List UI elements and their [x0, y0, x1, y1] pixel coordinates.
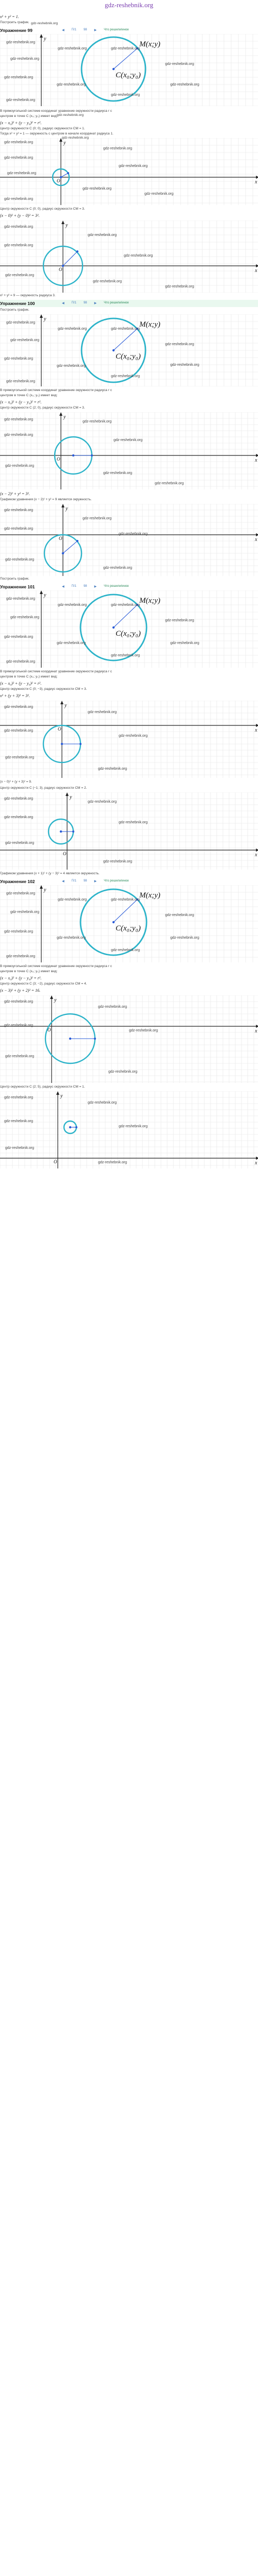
exercise-heading: Упражнение 102: [0, 879, 35, 884]
nav-solved-link[interactable]: Что решили/иное: [104, 585, 129, 588]
watermark: gdz-reshebnik.org: [57, 113, 84, 117]
watermark: gdz-reshebnik.org: [4, 76, 34, 79]
plot-svg: [0, 138, 258, 205]
watermark: gdz-reshebnik.org: [4, 357, 34, 361]
site-title[interactable]: gdz-reshebnik.org: [105, 1, 153, 9]
watermark: gdz-reshebnik.org: [10, 338, 40, 342]
radius-point: [91, 454, 93, 456]
radius-point: [76, 540, 78, 542]
watermark: gdz-reshebnik.org: [5, 756, 35, 759]
explanation-text: В прямоугольной системе координат уравнение окружности радиуса r с: [0, 109, 112, 113]
radius-point: [75, 1126, 77, 1128]
plot-circle-11: [0, 995, 258, 1083]
explanation-text: Центр окружности C (3; −2), радиус окружности CM = 4.: [0, 982, 87, 986]
watermark: gdz-reshebnik.org: [88, 710, 117, 714]
watermark: gdz-reshebnik.org: [6, 380, 36, 383]
watermark: gdz-reshebnik.org: [88, 800, 117, 804]
watermark: gdz-reshebnik.org: [10, 57, 40, 61]
radius-point: [94, 1038, 96, 1040]
nav-prev-button[interactable]: ◀: [62, 880, 64, 883]
radius-point: [72, 831, 74, 833]
nav-label[interactable]: П/1: [71, 301, 76, 304]
watermark: gdz-reshebnik.org: [4, 816, 34, 819]
y-axis-arrow-icon: [40, 885, 43, 889]
nav-label[interactable]: П/1: [71, 879, 76, 883]
watermark: gdz-reshebnik.org: [4, 433, 34, 437]
x-axis-arrow-icon: [256, 724, 258, 727]
center-label: C(x₀;y₀): [116, 71, 141, 79]
point-label: M(x;y): [139, 40, 160, 48]
watermark: gdz-reshebnik.org: [5, 558, 35, 562]
watermark: gdz-reshebnik.org: [6, 597, 36, 601]
y-axis-arrow-icon: [50, 995, 53, 999]
watermark: gdz-reshebnik.org: [57, 936, 86, 940]
plot-circle-2: [0, 138, 258, 205]
formula-line: (x − x₀)² + (y − y₀)² = r².: [0, 681, 42, 686]
nav-number[interactable]: 98: [83, 585, 87, 588]
explanation-text: центром в точке C (x₀; y₀) имеет вид:: [0, 970, 58, 973]
formula-line: x² + (y + 3)² = 3².: [0, 693, 30, 698]
plot-circle-7: [0, 590, 258, 668]
nav-label[interactable]: П/1: [71, 585, 76, 588]
watermark: gdz-reshebnik.org: [103, 471, 133, 475]
formula-line: (x − 3)² + (y + 2)² = 16.: [0, 988, 41, 993]
watermark: gdz-reshebnik.org: [6, 660, 36, 664]
watermark: gdz-reshebnik.org: [5, 274, 35, 277]
x-axis-arrow-icon: [256, 176, 258, 179]
watermark: gdz-reshebnik.org: [4, 930, 34, 934]
x-axis-label: x: [255, 852, 257, 858]
watermark: gdz-reshebnik.org: [4, 225, 34, 229]
watermark: gdz-reshebnik.org: [111, 327, 140, 331]
exercise-nav: [62, 301, 129, 305]
explanation-text: Центр окружности C (2; 0), радиус окружности CM = 3.: [0, 406, 85, 410]
watermark: gdz-reshebnik.org: [108, 1070, 138, 1074]
watermark: gdz-reshebnik.org: [83, 420, 112, 423]
watermark: gdz-reshebnik.org: [6, 41, 36, 44]
formula-line: (x − 0)² + (y − 0)² = 3².: [0, 213, 40, 218]
plot-circle-9: [0, 792, 258, 870]
x-axis-label: x: [255, 457, 257, 463]
radius-line: [114, 605, 137, 628]
plot-circle-8: [0, 701, 258, 778]
explanation-text: В прямоугольной системе координат уравнение окружности радиуса r с: [0, 964, 112, 968]
watermark: gdz-reshebnik.org: [129, 1029, 158, 1032]
watermark: gdz-reshebnik.org: [83, 187, 112, 191]
y-axis-label: y: [66, 223, 68, 228]
watermark: gdz-reshebnik.org: [58, 47, 87, 50]
x-axis-label: x: [255, 179, 257, 185]
nav-next-button[interactable]: ▶: [94, 302, 97, 305]
nav-prev-button[interactable]: ◀: [62, 29, 64, 32]
explanation-text: (x − 0)² + (y + 3)² = 9.: [0, 780, 32, 784]
watermark: gdz-reshebnik.org: [7, 172, 37, 175]
explanation-text: центром в точке C (x₀; y₀) имеет вид:: [0, 394, 58, 397]
y-axis-label: y: [66, 506, 68, 512]
watermark: gdz-reshebnik.org: [4, 141, 34, 144]
origin-label: O: [58, 726, 61, 732]
watermark: gdz-reshebnik.org: [4, 1024, 34, 1027]
watermark: gdz-reshebnik.org: [83, 517, 112, 520]
watermark: gdz-reshebnik.org: [111, 93, 140, 97]
watermark: gdz-reshebnik.org: [5, 841, 35, 845]
radius-line: [114, 900, 137, 922]
watermark: gdz-reshebnik.org: [58, 327, 87, 331]
watermark: gdz-reshebnik.org: [4, 705, 34, 709]
watermark: gdz-reshebnik.org: [111, 898, 140, 902]
watermark: gdz-reshebnik.org: [4, 797, 34, 801]
watermark: gdz-reshebnik.org: [5, 464, 35, 468]
center-label: C(x₀;y₀): [116, 352, 141, 361]
y-axis-label: y: [44, 316, 46, 322]
explanation-text: Центр окружности C (0; −3), радиус окружности CM = 3.: [0, 687, 87, 691]
watermark: gdz-reshebnik.org: [6, 892, 36, 895]
watermark: gdz-reshebnik.org: [111, 375, 140, 378]
exercise-nav: [62, 28, 129, 32]
x-axis-label: x: [255, 1160, 257, 1166]
y-axis-arrow-icon: [56, 1091, 59, 1095]
x-axis-arrow-icon: [256, 1025, 258, 1028]
watermark: gdz-reshebnik.org: [4, 244, 34, 247]
y-axis-label: y: [64, 703, 67, 708]
nav-solved-link[interactable]: Что решили/иное: [104, 879, 129, 883]
watermark: gdz-reshebnik.org: [119, 164, 148, 168]
watermark: gdz-reshebnik.org: [6, 321, 36, 325]
watermark: gdz-reshebnik.org: [119, 734, 148, 738]
watermark: gdz-reshebnik.org: [58, 898, 87, 902]
explanation-text: Центр окружности C (0; 0), радиус окружности CM = 3.: [0, 207, 85, 211]
explanation-text: Графиком уравнения (x + 1)² + (y − 3)² = 4 является окружность.: [0, 872, 100, 875]
explanation-text: Центр окружности C (−1; 3), радиус окружности CM = 2.: [0, 786, 87, 790]
x-axis-arrow-icon: [256, 454, 258, 457]
formula-line: (x − 2)² + y² = 3².: [0, 492, 30, 496]
watermark: gdz-reshebnik.org: [62, 136, 89, 140]
watermark: gdz-reshebnik.org: [4, 729, 34, 733]
y-axis-arrow-icon: [60, 701, 63, 704]
nav-next-button[interactable]: ▶: [94, 880, 97, 883]
watermark: gdz-reshebnik.org: [111, 654, 140, 657]
watermark: gdz-reshebnik.org: [4, 418, 34, 421]
watermark: gdz-reshebnik.org: [5, 1055, 35, 1058]
nav-label[interactable]: П/1: [71, 28, 76, 31]
watermark: gdz-reshebnik.org: [170, 641, 200, 645]
watermark: gdz-reshebnik.org: [5, 1146, 35, 1150]
plot-svg: [0, 221, 258, 293]
point-label: M(x;y): [139, 597, 160, 605]
watermark: gdz-reshebnik.org: [4, 156, 34, 160]
watermark: gdz-reshebnik.org: [165, 285, 195, 289]
watermark: gdz-reshebnik.org: [4, 1096, 34, 1099]
y-axis-arrow-icon: [40, 590, 43, 594]
explanation-text: Центр окружности C (2; 5), радиус окружности CM = 1.: [0, 1085, 85, 1089]
exercise-nav: [62, 585, 129, 588]
watermark: gdz-reshebnik.org: [58, 603, 87, 607]
watermark: gdz-reshebnik.org: [170, 363, 200, 367]
watermark: gdz-reshebnik.org: [88, 1101, 117, 1105]
watermark: gdz-reshebnik.org: [114, 438, 143, 442]
explanation-text: Тогда x² + y² = 1 — окружность с центром в начале координат радиуса 1.: [0, 132, 114, 135]
watermark: gdz-reshebnik.org: [111, 948, 140, 952]
origin-label: O: [59, 267, 62, 272]
watermark: gdz-reshebnik.org: [124, 254, 153, 258]
y-axis-label: y: [44, 592, 46, 598]
explanation-text: Графиком уравнения (x − 2)² + y² = 9 является окружность.: [0, 498, 92, 501]
origin-label: O: [54, 1159, 57, 1164]
radius-point: [76, 250, 78, 252]
watermark: gdz-reshebnik.org: [103, 147, 133, 150]
radius-line: [114, 329, 137, 350]
plot-circle-6: [0, 504, 258, 576]
plot-circle-12: [0, 1091, 258, 1168]
explanation-text: Центр окружности C (0; 0), радиус окружности CM = 1.: [0, 127, 85, 130]
watermark: gdz-reshebnik.org: [57, 83, 86, 87]
exercise-heading: Упражнение 100: [0, 301, 35, 306]
plot-circle-5: [0, 412, 258, 489]
x-axis-arrow-icon: [256, 849, 258, 852]
nav-number[interactable]: 98: [83, 301, 87, 304]
formula-line: (x − x₀)² + (y − y₀)² = r².: [0, 400, 42, 404]
watermark: gdz-reshebnik.org: [4, 509, 34, 512]
origin-label: O: [59, 536, 62, 541]
watermark: gdz-reshebnik.org: [93, 280, 122, 283]
plot-svg: [0, 504, 258, 576]
watermark: gdz-reshebnik.org: [4, 1120, 34, 1123]
y-axis-arrow-icon: [40, 34, 43, 38]
watermark: gdz-reshebnik.org: [155, 482, 184, 485]
watermark: gdz-reshebnik.org: [10, 910, 40, 914]
watermark: gdz-reshebnik.org: [31, 22, 58, 25]
origin-label: O: [63, 851, 67, 856]
center-label: C(x₀;y₀): [116, 630, 141, 638]
watermark: gdz-reshebnik.org: [6, 955, 36, 958]
watermark: gdz-reshebnik.org: [98, 1161, 127, 1164]
y-axis-label: y: [63, 140, 66, 146]
origin-label: O: [57, 456, 60, 462]
plot-svg: [0, 1091, 258, 1168]
explanation-text: В прямоугольной системе координат уравнение окружности радиуса r с: [0, 388, 112, 392]
formula-line: (x − x₀)² + (y − y₀)² = r².: [0, 976, 42, 980]
nav-number[interactable]: 98: [83, 879, 87, 883]
explanation-text: x² + y² = 9 — окружность радиуса 3.: [0, 294, 56, 297]
watermark: gdz-reshebnik.org: [165, 343, 195, 346]
y-axis-label: y: [70, 794, 72, 800]
nav-prev-button[interactable]: ◀: [62, 302, 64, 305]
explanation-text: В прямоугольной системе координат уравнение окружности радиуса r с: [0, 670, 112, 673]
exercise-heading: Упражнение 101: [0, 584, 35, 589]
watermark: gdz-reshebnik.org: [10, 616, 40, 619]
nav-solved-link[interactable]: Что решили/иное: [104, 301, 129, 304]
plot-circle-10: [0, 885, 258, 962]
plot-svg: [0, 995, 258, 1083]
watermark: gdz-reshebnik.org: [57, 641, 86, 645]
watermark: gdz-reshebnik.org: [98, 1005, 127, 1009]
radius-line: [114, 48, 137, 69]
instruction-text: Построить график.: [0, 308, 29, 312]
watermark: gdz-reshebnik.org: [57, 364, 86, 368]
watermark: gdz-reshebnik.org: [119, 1125, 148, 1128]
plot-svg: [0, 792, 258, 870]
x-axis-label: x: [255, 727, 257, 733]
watermark: gdz-reshebnik.org: [119, 532, 148, 536]
plot-svg: [0, 590, 258, 668]
origin-label: O: [57, 178, 60, 183]
explanation-text: центром в точке C (x₀; y₀) имеет вид:: [0, 675, 58, 679]
point-label: M(x;y): [139, 891, 160, 900]
y-axis-label: y: [44, 887, 46, 893]
point-label: M(x;y): [139, 320, 160, 329]
watermark: gdz-reshebnik.org: [6, 98, 36, 102]
radius-point: [79, 743, 82, 745]
watermark: gdz-reshebnik.org: [111, 603, 140, 607]
x-axis-arrow-icon: [256, 533, 258, 536]
explanation-text: центром в точке C (x₀; y₀) имеет вид:: [0, 114, 58, 118]
y-axis-label: y: [54, 997, 57, 1003]
watermark: gdz-reshebnik.org: [165, 62, 195, 66]
watermark: gdz-reshebnik.org: [119, 821, 148, 824]
y-axis-label: y: [44, 36, 46, 42]
nav-next-button[interactable]: ▶: [94, 29, 97, 32]
nav-solved-link[interactable]: Что решили/иное: [104, 28, 129, 31]
nav-number[interactable]: 98: [83, 28, 87, 31]
exercise-nav: [62, 879, 129, 883]
plot-svg: [0, 701, 258, 778]
watermark: gdz-reshebnik.org: [165, 619, 195, 622]
watermark: gdz-reshebnik.org: [4, 635, 34, 639]
x-axis-label: x: [255, 537, 257, 543]
watermark: gdz-reshebnik.org: [170, 936, 200, 940]
nav-prev-button[interactable]: ◀: [62, 585, 64, 588]
y-axis-arrow-icon: [61, 221, 64, 224]
y-axis-label: y: [60, 1093, 63, 1099]
radius-line: [61, 173, 68, 177]
x-axis-arrow-icon: [256, 264, 258, 267]
plot-circle-4: [0, 314, 258, 386]
center-label: C(x₀;y₀): [116, 924, 141, 933]
explanation-text: Построить график.: [0, 577, 29, 581]
nav-next-button[interactable]: ▶: [94, 585, 97, 588]
formula-line: (x − x₀)² + (y − y₀)² = r².: [0, 121, 42, 125]
plot-svg: [0, 885, 258, 962]
watermark: gdz-reshebnik.org: [98, 767, 127, 771]
watermark: gdz-reshebnik.org: [4, 1000, 34, 1004]
radius-point: [67, 172, 69, 174]
watermark: gdz-reshebnik.org: [170, 83, 200, 87]
watermark: gdz-reshebnik.org: [103, 566, 133, 570]
plot-svg: [0, 34, 258, 106]
watermark: gdz-reshebnik.org: [144, 192, 174, 196]
plot-svg: [0, 412, 258, 489]
instruction-text: Построить график.: [0, 21, 29, 24]
highlight-strip: [0, 300, 258, 307]
watermark: gdz-reshebnik.org: [4, 197, 34, 201]
plot-circle-1: [0, 34, 258, 106]
watermark: gdz-reshebnik.org: [4, 527, 34, 531]
x-axis-label: x: [255, 268, 257, 274]
formula-line: x² + y² = 1.: [0, 14, 19, 19]
plot-svg: [0, 314, 258, 386]
origin-label: O: [47, 1027, 51, 1032]
x-axis-label: x: [255, 1028, 257, 1034]
plot-circle-3: [0, 221, 258, 293]
y-axis-arrow-icon: [40, 314, 43, 318]
exercise-heading: Упражнение 99: [0, 28, 33, 33]
watermark: gdz-reshebnik.org: [103, 860, 133, 863]
watermark: gdz-reshebnik.org: [88, 233, 117, 237]
y-axis-label: y: [63, 414, 66, 420]
watermark: gdz-reshebnik.org: [111, 47, 140, 50]
watermark: gdz-reshebnik.org: [165, 913, 195, 917]
